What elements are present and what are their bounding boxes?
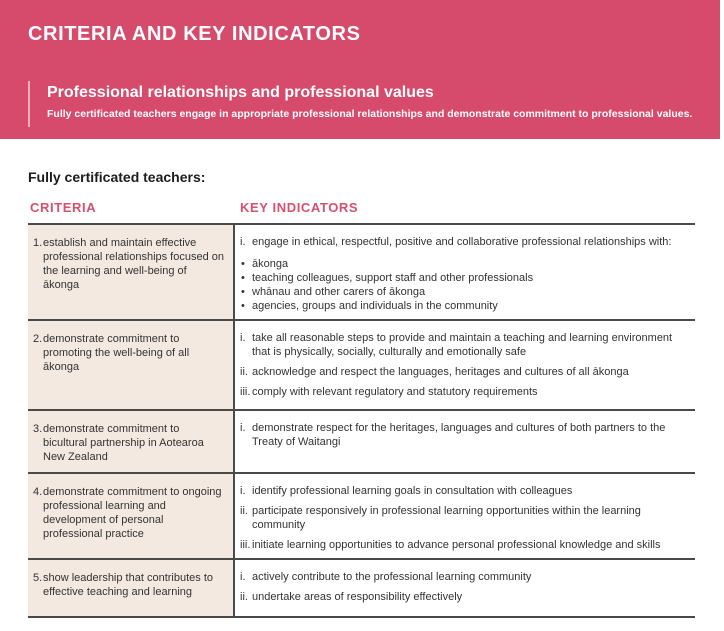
table-row: [28, 411, 695, 474]
intro-line: Fully certificated teachers:: [28, 169, 206, 185]
indicator-text: participate responsively in professional learning opportunities within the learning community: [252, 505, 641, 531]
criteria-cell: [28, 225, 235, 319]
criteria-cell: [28, 321, 235, 409]
criteria-text: demonstrate commitment to bicultural partnership in Aotearoa New Zealand: [43, 423, 204, 463]
table-header-row: [28, 200, 695, 215]
indicator-item: [240, 590, 691, 604]
bullet-text: agencies, groups and individuals in the community: [252, 300, 498, 312]
criteria-text: show leadership that contributes to effective teaching and learning: [43, 572, 213, 598]
indicator-label: ii.: [240, 366, 248, 378]
bullet-item: [240, 257, 691, 271]
indicator-item: [240, 504, 691, 532]
indicators-cell: [235, 560, 695, 616]
table-row: [28, 474, 695, 560]
criteria-column-header: CRITERIA: [30, 200, 97, 215]
indicator-item: [240, 331, 691, 359]
indicator-text: undertake areas of responsibility effectively: [252, 591, 463, 603]
bullet-marker: •: [241, 272, 245, 284]
table-row: [28, 321, 695, 411]
criteria-table: [28, 223, 695, 618]
indicator-item: [240, 421, 691, 449]
section-title: Professional relationships and professional values: [47, 84, 434, 101]
criteria-cell: [28, 411, 235, 472]
criteria-number: 5.: [33, 572, 43, 584]
section-subtitle: Fully certificated teachers engage in appropriate professional relationships and demonstrate commitment to professional values.: [47, 108, 693, 120]
section-banner: [28, 81, 700, 127]
bullet-item: [240, 285, 691, 299]
indicator-text: acknowledge and respect the languages, heritages and cultures of all ākonga: [252, 366, 629, 378]
indicator-label: i.: [240, 236, 246, 248]
indicator-item: [240, 538, 691, 552]
indicator-label: i.: [240, 422, 246, 434]
criteria-cell: [28, 560, 235, 616]
indicator-label: ii.: [240, 591, 248, 603]
indicators-cell: [235, 225, 695, 319]
indicator-text: actively contribute to the professional learning community: [252, 571, 532, 583]
indicator-label: i.: [240, 571, 246, 583]
criteria-number: 1.: [33, 237, 43, 249]
table-row: [28, 560, 695, 618]
indicators-cell: [235, 474, 695, 558]
indicator-text: engage in ethical, respectful, positive and collaborative professional relationships with:: [252, 236, 672, 248]
criteria-number: 2.: [33, 333, 43, 345]
indicator-text: initiate learning opportunities to advance personal professional knowledge and skills: [252, 539, 661, 551]
criteria-cell: [28, 474, 235, 558]
criteria-number: 4.: [33, 486, 43, 498]
header-band: [0, 0, 720, 139]
indicator-label: i.: [240, 332, 246, 344]
bullet-text: teaching colleagues, support staff and other professionals: [252, 272, 534, 284]
table-row: [28, 225, 695, 321]
indicator-label: i.: [240, 485, 246, 497]
bullet-marker: •: [241, 286, 245, 298]
indicator-item: [240, 385, 691, 399]
criteria-number: 3.: [33, 423, 43, 435]
indicators-cell: [235, 411, 695, 472]
indicator-item: [240, 570, 691, 584]
criteria-text: demonstrate commitment to ongoing professional learning and development of personal professional practice: [43, 486, 222, 540]
bullet-item: [240, 271, 691, 285]
bullet-item: [240, 299, 691, 313]
bullet-marker: •: [241, 300, 245, 312]
indicators-cell: [235, 321, 695, 409]
indicator-label: iii.: [240, 386, 251, 398]
criteria-text: demonstrate commitment to promoting the well-being of all ākonga: [43, 333, 190, 373]
bullet-marker: •: [241, 258, 245, 270]
indicator-text: identify professional learning goals in consultation with colleagues: [252, 485, 573, 497]
indicator-text: comply with relevant regulatory and statutory requirements: [252, 386, 538, 398]
content-area: [0, 168, 724, 618]
criteria-text: establish and maintain effective professional relationships focused on the learning and well-being of ākonga: [43, 237, 225, 291]
bullet-list: [240, 257, 691, 313]
indicator-text: demonstrate respect for the heritages, languages and cultures of both partners to the Treaty of Waitangi: [252, 422, 666, 448]
bullet-text: ākonga: [252, 258, 289, 270]
indicator-item: [240, 235, 691, 249]
indicator-item: [240, 484, 691, 498]
page-title: CRITERIA AND KEY INDICATORS: [28, 23, 361, 45]
indicator-text: take all reasonable steps to provide and maintain a teaching and learning environment that is physically, socially, culturally and emotionally safe: [252, 332, 673, 358]
indicator-label: iii.: [240, 539, 251, 551]
indicator-label: ii.: [240, 505, 248, 517]
indicator-item: [240, 365, 691, 379]
indicators-column-header: KEY INDICATORS: [240, 200, 359, 215]
bullet-text: whānau and other carers of ākonga: [252, 286, 426, 298]
